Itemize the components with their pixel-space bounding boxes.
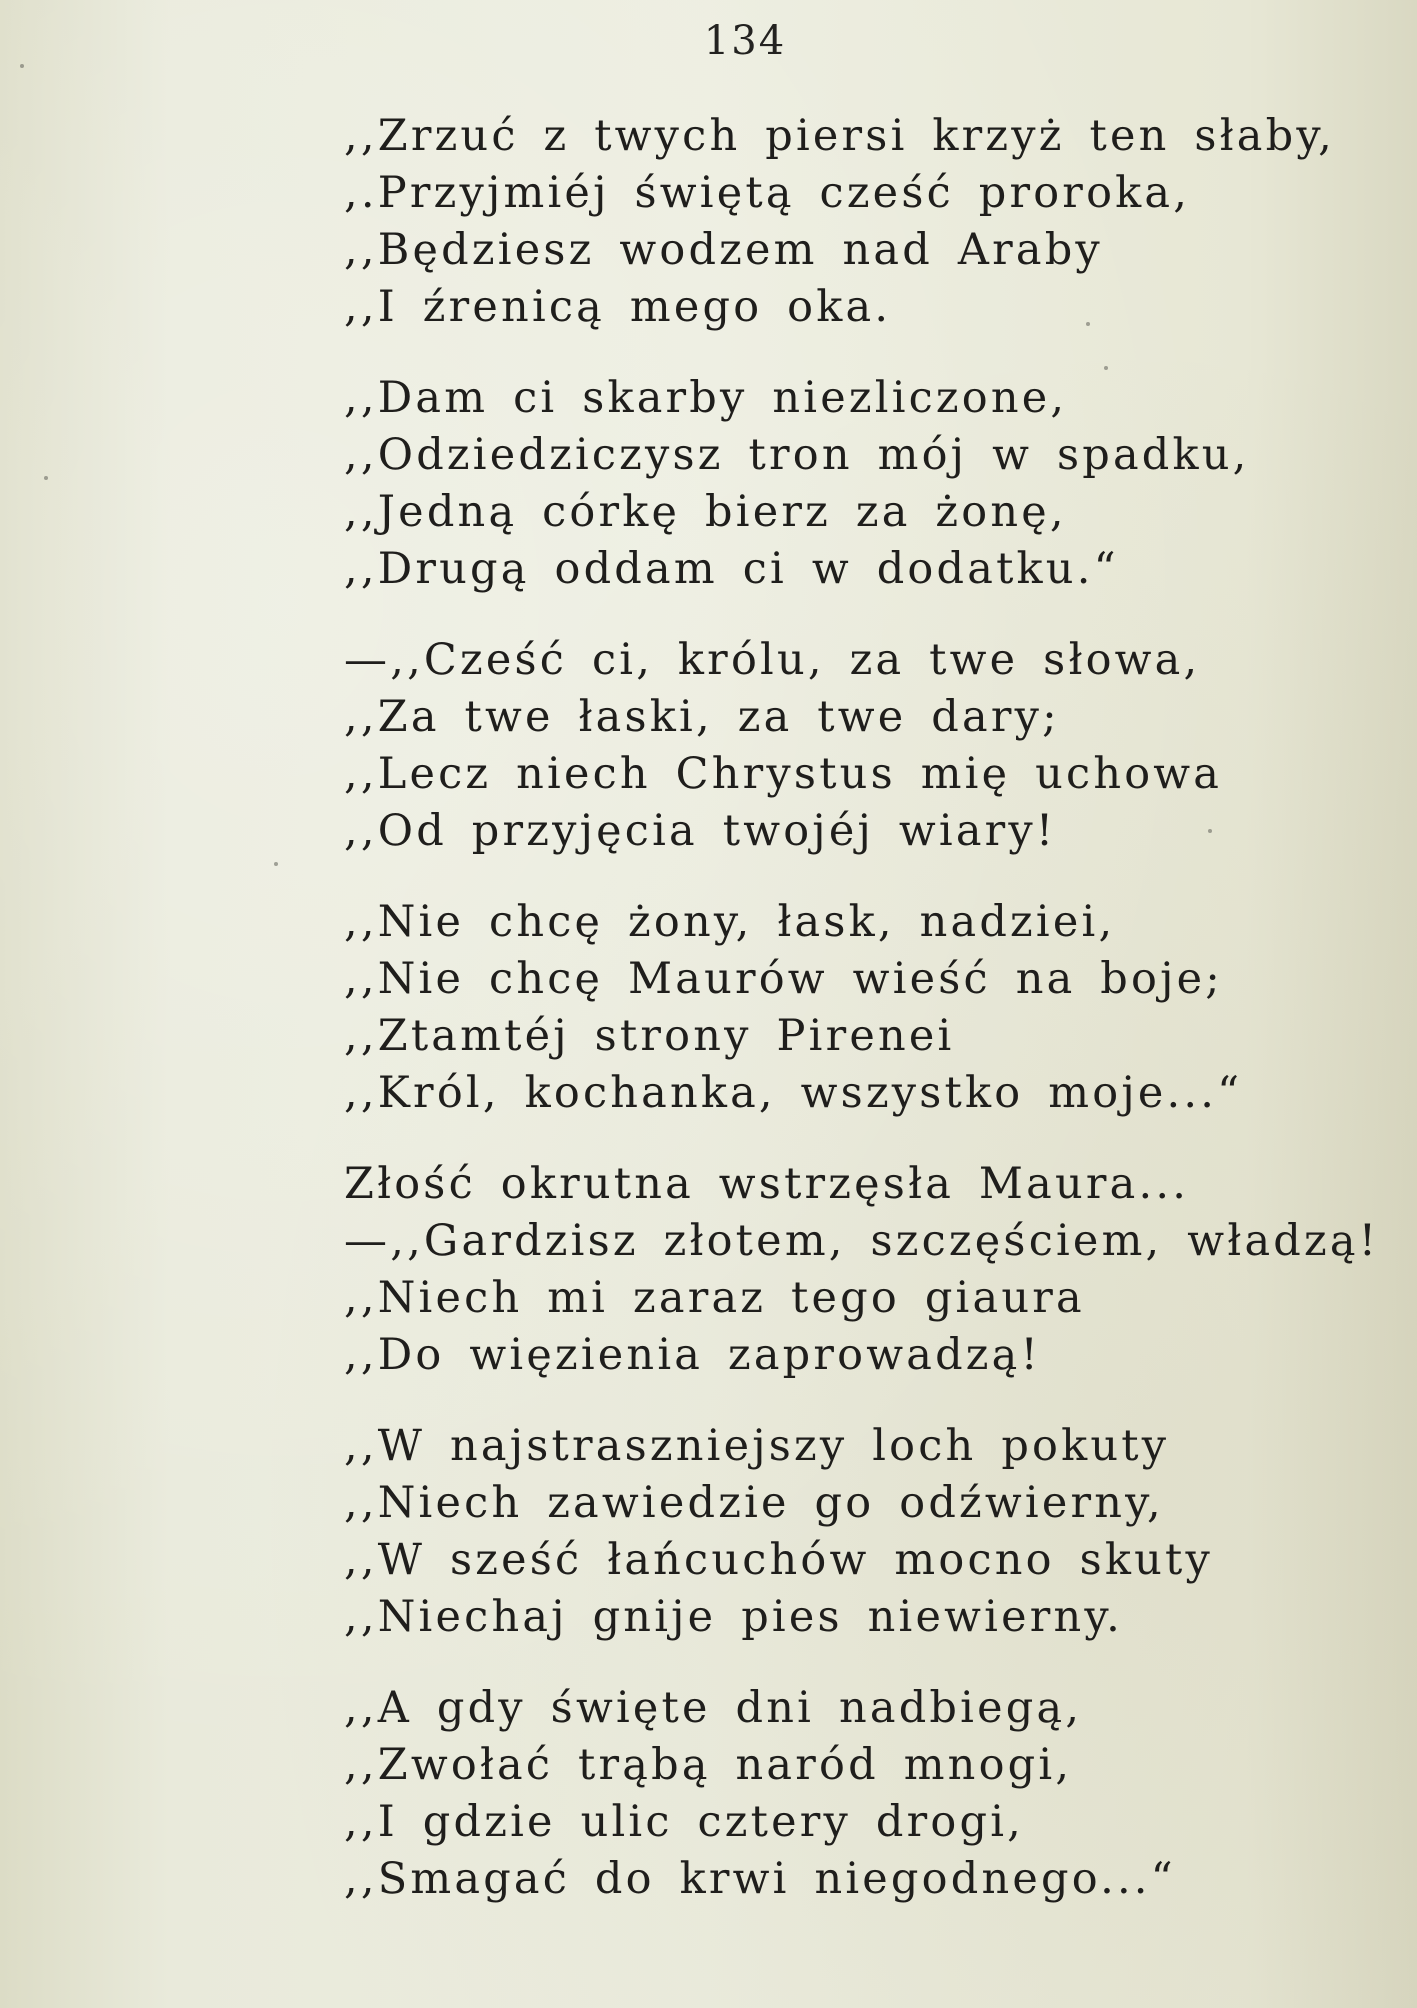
poem-line: ,,A gdy święte dni nadbiegą, (344, 1683, 1083, 1733)
poem-text (344, 108, 1380, 1942)
page-number: 134 (703, 18, 787, 64)
print-speck (44, 476, 48, 480)
stanza (344, 1156, 1380, 1384)
print-speck (20, 64, 24, 68)
poem-line: ,,W najstraszniejszy loch pokuty (344, 1421, 1170, 1471)
poem-line: Złość okrutna wstrzęsła Maura... (344, 1159, 1190, 1209)
poem-line: —,,Cześć ci, królu, za twe słowa, (344, 635, 1201, 685)
poem-line: ,,Jedną córkę bierz za żonę, (344, 487, 1067, 537)
poem-line: ,,Do więzienia zaprowadzą! (344, 1330, 1041, 1380)
poem-line: ,,Dam ci skarby niezliczone, (344, 373, 1068, 423)
stanza (344, 894, 1364, 1122)
stanza (344, 1418, 1364, 1646)
poem-line: ,,Niechaj gnije pies niewierny. (344, 1592, 1124, 1642)
poem-line: ,,Ztamtéj strony Pirenei (344, 1011, 955, 1061)
stanza (344, 632, 1364, 860)
poem-line: ,,Nie chcę Maurów wieść na boje; (344, 954, 1223, 1004)
print-speck (1208, 829, 1212, 833)
stanza (344, 370, 1364, 598)
poem-line: ,,I źrenicą mego oka. (344, 282, 892, 332)
poem-line: ,,Za twe łaski, za twe dary; (344, 692, 1060, 742)
poem-line: ,,Niech mi zaraz tego giaura (344, 1273, 1085, 1323)
poem-line: ,,I gdzie ulic cztery drogi, (344, 1797, 1025, 1847)
poem-line: ,,Lecz niech Chrystus mię uchowa (344, 749, 1223, 799)
poem-line: ,,Drugą oddam ci w dodatku.“ (344, 544, 1119, 594)
poem-line: ,.Przyjmiéj świętą cześć proroka, (344, 168, 1191, 218)
stanza (344, 1680, 1364, 1908)
print-speck (1104, 366, 1108, 370)
poem-line: ,,Od przyjęcia twojéj wiary! (344, 806, 1057, 856)
poem-line: ,,Król, kochanka, wszystko moje...“ (344, 1068, 1243, 1118)
print-speck (274, 862, 278, 866)
poem-line: ,,Niech zawiedzie go odźwierny, (344, 1478, 1164, 1528)
poem-line: ,,Zrzuć z twych piersi krzyż ten słaby, (344, 111, 1335, 161)
poem-line: ,,W sześć łańcuchów mocno skuty (344, 1535, 1213, 1585)
poem-line: ,,Odziedziczysz tron mój w spadku, (344, 430, 1250, 480)
poem-line: ,,Nie chcę żony, łask, nadziei, (344, 897, 1116, 947)
poem-line: ,,Będziesz wodzem nad Araby (344, 225, 1103, 275)
stanza (344, 108, 1364, 336)
poem-line: —,,Gardzisz złotem, szczęściem, władzą! (344, 1216, 1380, 1266)
poem-line: ,,Smagać do krwi niegodnego...“ (344, 1854, 1176, 1904)
poem-line: ,,Zwołać trąbą naród mnogi, (344, 1740, 1073, 1790)
print-speck (1086, 322, 1090, 326)
